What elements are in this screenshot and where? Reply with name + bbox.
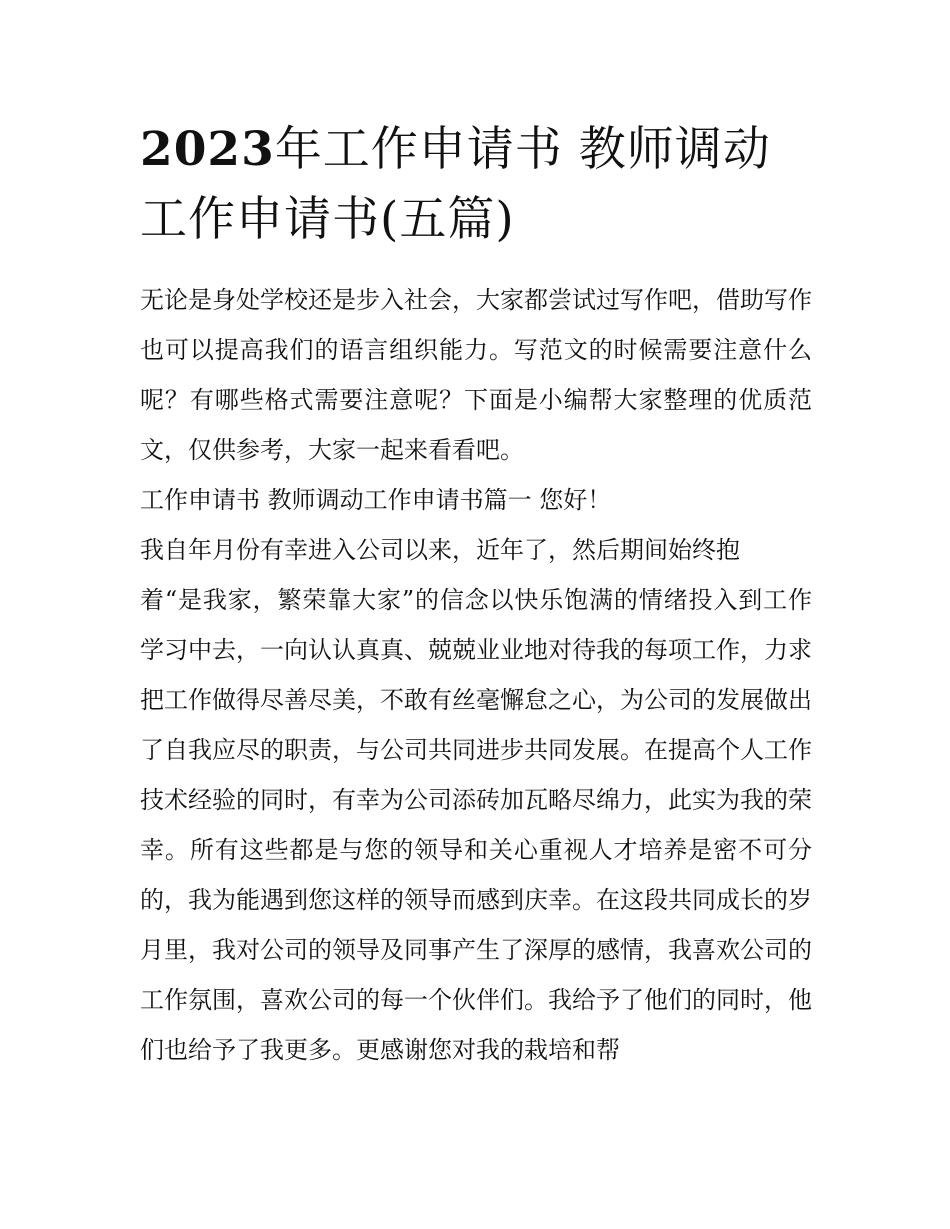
intro-paragraph: 无论是身处学校还是步入社会，大家都尝试过写作吧，借助写作也可以提高我们的语言组织能力。写范文的时候需要注意什么呢？有哪些格式需要注意呢？下面是小编帮大家整理的优质范文，仅供参考，大家一起来看看吧。 — [140, 286, 812, 464]
title-text: 年工作申请书 教师调动工作申请书(五篇) — [140, 122, 771, 247]
body-paragraph-line1: 我自年月份有幸进入公司以来，近年了，然后期间始终抱 — [140, 536, 740, 564]
document-title — [140, 115, 812, 255]
section-heading: 工作申请书 教师调动工作申请书篇一 您好！ — [140, 486, 612, 514]
body-paragraph: 着“是我家，繁荣靠大家”的信念以快乐饱满的情绪投入到工作学习中去，一向认认真真、兢兢业业地对待我的每项工作，力求把工作做得尽善尽美，不敢有丝毫懈怠之心，为公司的发展做出了自我应尽的职责，与公司共同进步共同发展。在提高个人工作技术经验的同时，有幸为公司添砖加瓦略尽绵力，此实为我的荣幸。所有这些都是与您的领导和关心重视人才培养是密不可分的，我为能遇到您这样的领导而感到庆幸。在这段共同成长的岁月里，我对公司的领导及同事产生了深厚的感情，我喜欢公司的工作氛围，喜欢公司的每一个伙伴们。我给予了他们的同时，他们也给予了我更多。更感谢您对我的栽培和帮 — [140, 586, 812, 1064]
document-page — [140, 115, 812, 1075]
document-body — [140, 275, 812, 1075]
title-year: 2023 — [140, 122, 275, 177]
